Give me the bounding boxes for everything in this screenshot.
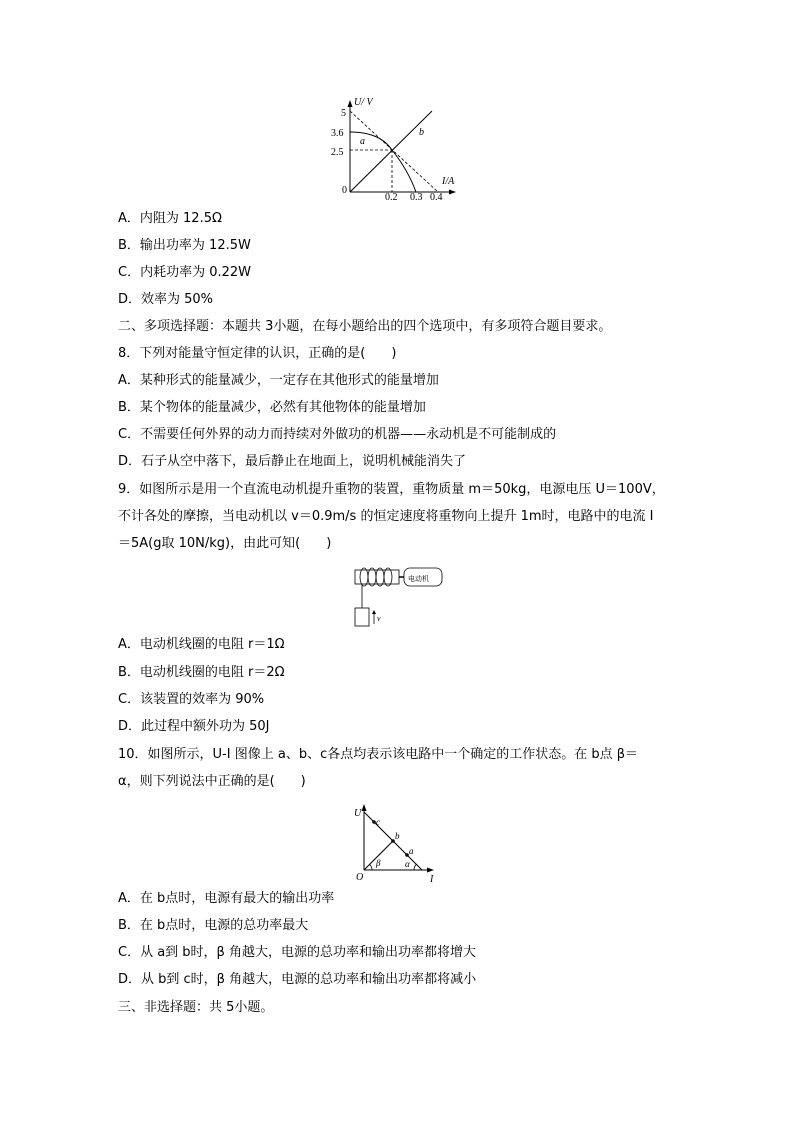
q7-option-d: D．效率为 50% — [118, 292, 214, 307]
q10-option-c: C．从 a到 b时，β 角越大，电源的总功率和输出功率都将增大 — [118, 945, 476, 960]
q10-stem-line1: 10．如图所示，U-I 图像上 a、b、c各点均表示该电路中一个确定的工作状态。在 b点 β＝ — [118, 747, 639, 762]
line-b-label: b — [419, 127, 424, 138]
i-axis-arrow — [427, 868, 434, 873]
y-tick-5: 5 — [341, 108, 346, 119]
q10-stem-line2: α，则下列说法中正确的是( ) — [118, 774, 306, 789]
u-label: U — [354, 808, 362, 819]
q9-stem-line3: ＝5A(g取 10N/kg)，由此可知( ) — [118, 536, 332, 551]
triangle-ui-figure — [350, 800, 446, 884]
b-label: b — [395, 831, 400, 841]
q10-option-b: B．在 b点时，电源的总功率最大 — [118, 918, 309, 933]
q8-option-b: B．某个物体的能量减少，必然有其他物体的能量增加 — [118, 400, 426, 415]
q10-option-d: D．从 b到 c时，β 角越大，电源的总功率和输出功率都将减小 — [118, 972, 477, 987]
c-label: c — [376, 817, 380, 827]
x-axis-label: I/A — [442, 176, 455, 187]
q9-option-a: A．电动机线圈的电阻 r＝1Ω — [118, 637, 285, 652]
section2-heading: 二、多项选择题：本题共 3小题，在每小题给出的四个选项中，有多项符合题目要求。 — [118, 319, 612, 334]
motor-label: 电动机 — [408, 575, 429, 583]
beta-arc — [370, 864, 372, 870]
i-label: I — [430, 874, 434, 884]
y-tick-3-6: 3.6 — [331, 128, 344, 139]
x-tick-0-4: 0.4 — [430, 192, 443, 202]
y-tick-2-5: 2.5 — [331, 147, 344, 158]
y-axis-label: U/ V — [354, 97, 373, 108]
q8-stem: 8．下列对能量守恒定律的认识，正确的是( ) — [118, 346, 397, 361]
q10-option-a: A．在 b点时，电源有最大的输出功率 — [118, 891, 335, 906]
curve-a-label: a — [360, 136, 365, 147]
q9-stem-line1: 9．如图所示是用一个直流电动机提升重物的装置，重物质量 m＝50kg，电源电压 U＝100V， — [118, 482, 665, 497]
ui-graph-figure — [330, 92, 480, 202]
velocity-label: v — [377, 614, 381, 623]
q7-option-c: C．内耗功率为 0.22W — [118, 265, 252, 280]
q8-option-a: A．某种形式的能量减少，一定存在其他形式的能量增加 — [118, 373, 439, 388]
line-b — [350, 111, 432, 192]
alpha-label: α — [405, 859, 410, 869]
beta-label: β — [376, 858, 381, 868]
velocity-arrow-head — [372, 610, 376, 614]
motor-figure — [352, 562, 448, 630]
q8-option-d: D．石子从空中落下，最后静止在地面上，说明机械能消失了 — [118, 454, 467, 469]
a-label: a — [409, 846, 414, 856]
weight — [355, 608, 369, 626]
x-tick-0-2: 0.2 — [385, 192, 398, 202]
q9-option-b: B．电动机线圈的电阻 r＝2Ω — [118, 665, 285, 680]
x-tick-0-3: 0.3 — [410, 192, 423, 202]
q9-stem-line2: 不计各处的摩擦，当电动机以 v＝0.9m/s 的恒定速度将重物向上提升 1m时，电路中的电流 I — [118, 509, 654, 524]
x-axis-arrow — [449, 190, 456, 195]
o-label: O — [356, 872, 364, 883]
dashed-line-from-5 — [350, 111, 438, 192]
origin-label: 0 — [342, 185, 347, 196]
q7-option-a: A．内阻为 12.5Ω — [118, 211, 222, 226]
q8-option-c: C．不需要任何外界的动力而持续对外做功的机器——永动机是不可能制成的 — [118, 427, 557, 442]
q9-option-c: C．该装置的效率为 90% — [118, 692, 265, 707]
y-axis-arrow — [348, 100, 353, 107]
alpha-arc — [414, 864, 416, 870]
section3-heading: 三、非选择题：共 5小题。 — [118, 1000, 274, 1015]
q9-option-d: D．此过程中额外功为 50J — [118, 719, 270, 734]
q7-option-b: B．输出功率为 12.5W — [118, 238, 251, 253]
u-axis-arrow — [362, 804, 367, 811]
